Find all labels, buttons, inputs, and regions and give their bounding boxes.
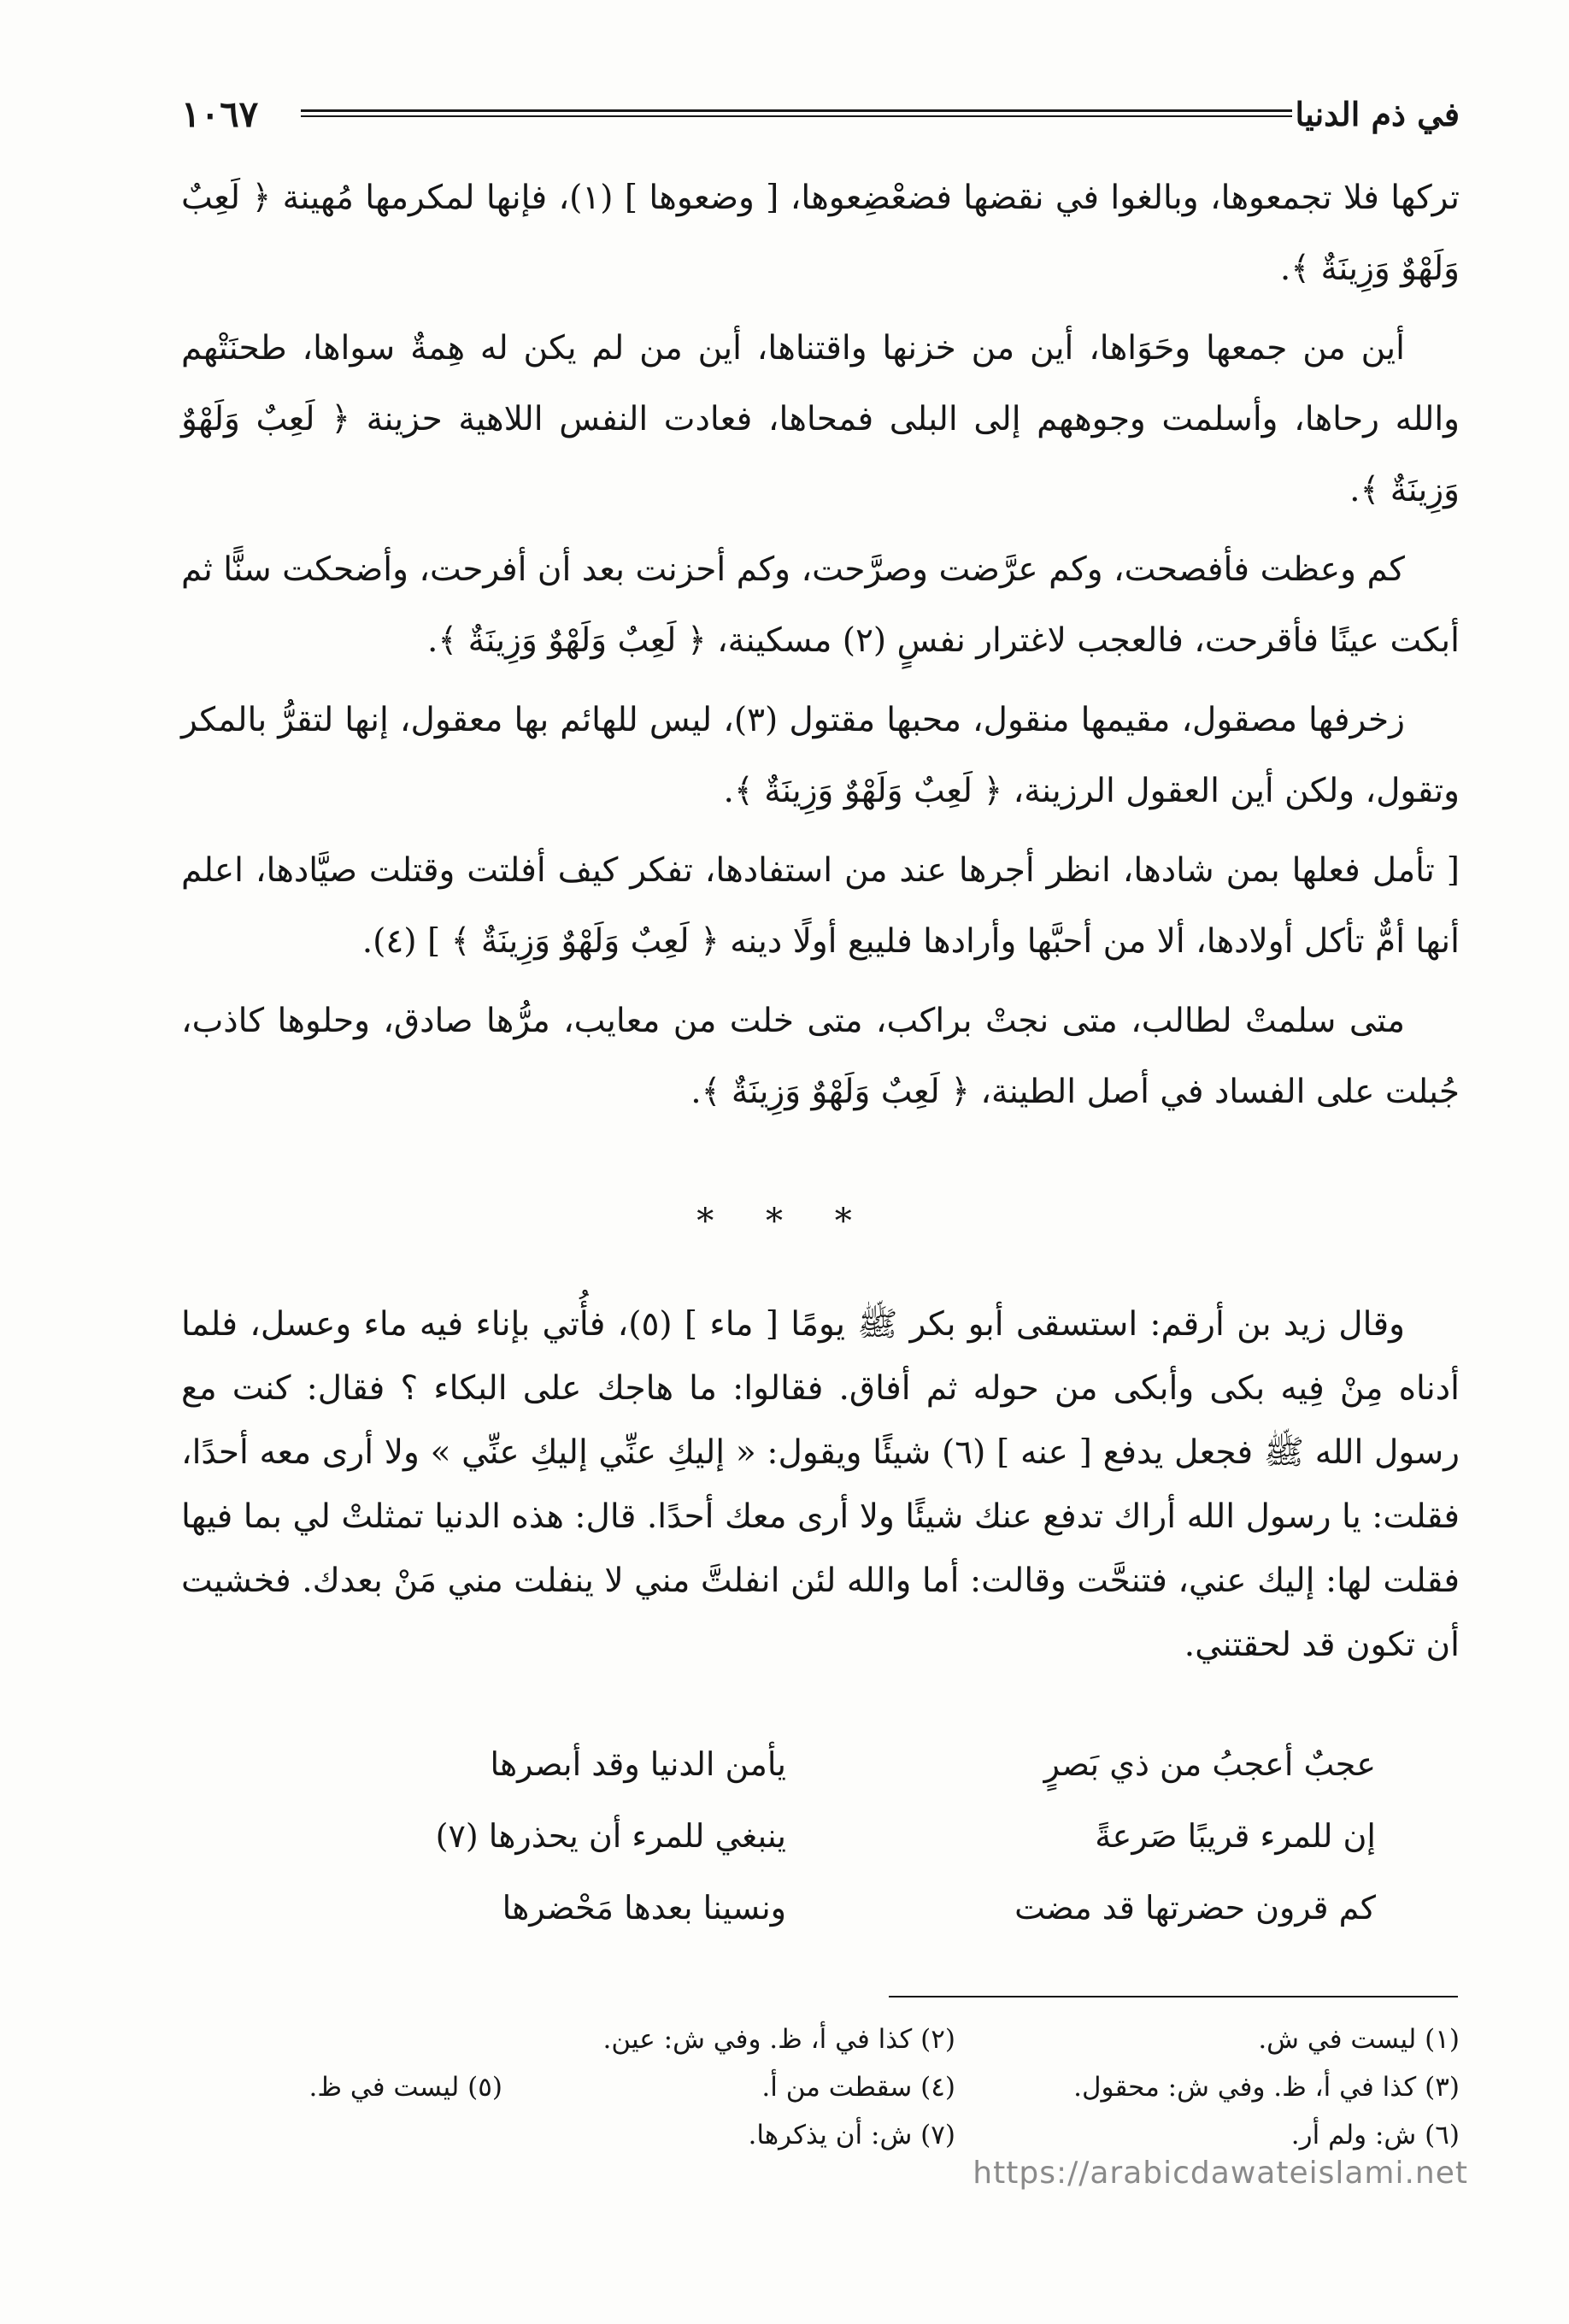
header-rule — [301, 109, 1292, 117]
verse-first-hemistich: عجبٌ أعجبُ من ذي بَصرٍ — [1043, 1745, 1376, 1783]
verse-first-hemistich: كم قرون حضرتها قد مضت — [1014, 1889, 1376, 1927]
footnote-row — [181, 2015, 1460, 2063]
footnote: (٣) كذا في أ، ظ. وفي ش: محقول. — [1073, 2072, 1460, 2103]
poem — [248, 1728, 1393, 1944]
footnote-row — [181, 2063, 1460, 2111]
footnote: (٤) سقطت من أ. — [761, 2072, 955, 2103]
narration-text — [181, 1292, 1460, 1677]
section-separator: * * * — [696, 1202, 873, 1241]
footnote: (٥) ليست في ظ. — [309, 2072, 502, 2103]
footnote-row — [181, 2111, 1460, 2159]
page-header — [181, 92, 1460, 137]
verse-first-hemistich: إن للمرء قريبًا صَرعةً — [1095, 1817, 1376, 1855]
paragraph: زخرفها مصقول، مقيمها منقول، محبها مقتول (٣)، ليس للهائم بها معقول، إنها لتقرُّ بالمكر وتقول، ولكن أين العقول الرزينة، ﴿ لَعِبٌ وَلَهْوٌ وَزِينَةٌ ﴾. — [181, 701, 1460, 810]
verse-second-hemistich: ونسينا بعدها مَحْضرها — [502, 1889, 786, 1927]
paragraph: كم وعظت فأفصحت، وكم عرَّضت وصرَّحت، وكم أحزنت بعد أن أفرحت، وأضحكت سنًّا ثم أبكت عينًا فأقرحت، فالعجب لاغترار نفسٍ (٢) مسكينة، ﴿ لَعِبٌ وَلَهْوٌ وَزِينَةٌ ﴾. — [181, 550, 1460, 660]
poem-verse — [248, 1872, 1393, 1944]
source-watermark: https://arabicdawateislami.net — [973, 2156, 1468, 2191]
footnote: (٢) كذا في أ، ظ. وفي ش: عين. — [602, 2024, 955, 2055]
paragraph: تركها فلا تجمعوها، وبالغوا في نقضها فضعْضِعوها، [ وضعوها ] (١)، فإنها لمكرمها مُهينة ﴿ لَعِبٌ وَلَهْوٌ وَزِينَةٌ ﴾. — [181, 179, 1460, 288]
paragraph: أين من جمعها وحَوَاها، أين من خزنها واقتناها، أين من لم يكن له هِمةٌ سواها، طحنَتْهم والله رحاها، وأسلمت وجوههم إلى البلى فمحاها، فعادت النفس اللاهية حزينة ﴿ لَعِبٌ وَلَهْوٌ وَزِينَةٌ ﴾. — [181, 329, 1460, 509]
verse-second-hemistich: يأمن الدنيا وقد أبصرها — [490, 1745, 786, 1783]
poem-verse — [248, 1800, 1393, 1872]
footnote: (٧) ش: أن يذكرها. — [748, 2120, 955, 2150]
footnote-rule — [889, 1996, 1458, 1997]
poem-verse — [248, 1728, 1393, 1800]
verse-second-hemistich: ينبغي للمرء أن يحذرها (٧) — [435, 1817, 786, 1855]
footnote: (٦) ش: ولم أر. — [1290, 2120, 1460, 2150]
paragraph: متى سلمتْ لطالب، متى نجتْ براكب، متى خلت من معايب، مرُّها صادق، وحلوها كاذب، جُبلت على الفساد في أصل الطينة، ﴿ لَعِبٌ وَلَهْوٌ وَزِينَةٌ ﴾. — [181, 1002, 1460, 1111]
running-title: في ذم الدنيا — [1295, 95, 1460, 133]
footnotes — [181, 2015, 1460, 2159]
footnote: (١) ليست في ش. — [1258, 2024, 1460, 2055]
paragraph: [ تأمل فعلها بمن شادها، انظر أجرها عند من استفادها، تفكر كيف أفلتت وقتلت صيَّادها، اعلم أنها أمٌّ تأكل أولادها، ألا من أحبَّها وأرادها فليبع أولًا دينه ﴿ لَعِبٌ وَلَهْوٌ وَزِينَةٌ ﴾ ] (٤). — [181, 851, 1460, 961]
page-number: ١٠٦٧ — [181, 93, 259, 135]
main-text — [181, 162, 1460, 1136]
paragraph: وقال زيد بن أرقم: استسقى أبو بكر ﷺ يومًا [ ماء ] (٥)، فأُتي بإناء فيه ماء وعسل، فلما أدناه مِنْ فِيه بكى وأبكى من حوله ثم أفاق. فقالوا: ما هاجك على البكاء ؟ فقال: كنت مع رسول الله ﷺ فجعل يدفع [ عنه ] (٦) شيئًا ويقول: « إليكِ عنِّي إليكِ عنِّي » ولا أرى معه أحدًا، فقلت: يا رسول الله أراك تدفع عنك شيئًا ولا أرى معك أحدًا. قال: هذه الدنيا تمثلتْ لي بما فيها فقلت لها: إليك عني، فتنحَّت وقالت: أما والله لئن انفلتَّ مني لا ينفلت مني مَنْ بعدك. فخشيت أن تكون قد لحقتني. — [181, 1305, 1460, 1664]
